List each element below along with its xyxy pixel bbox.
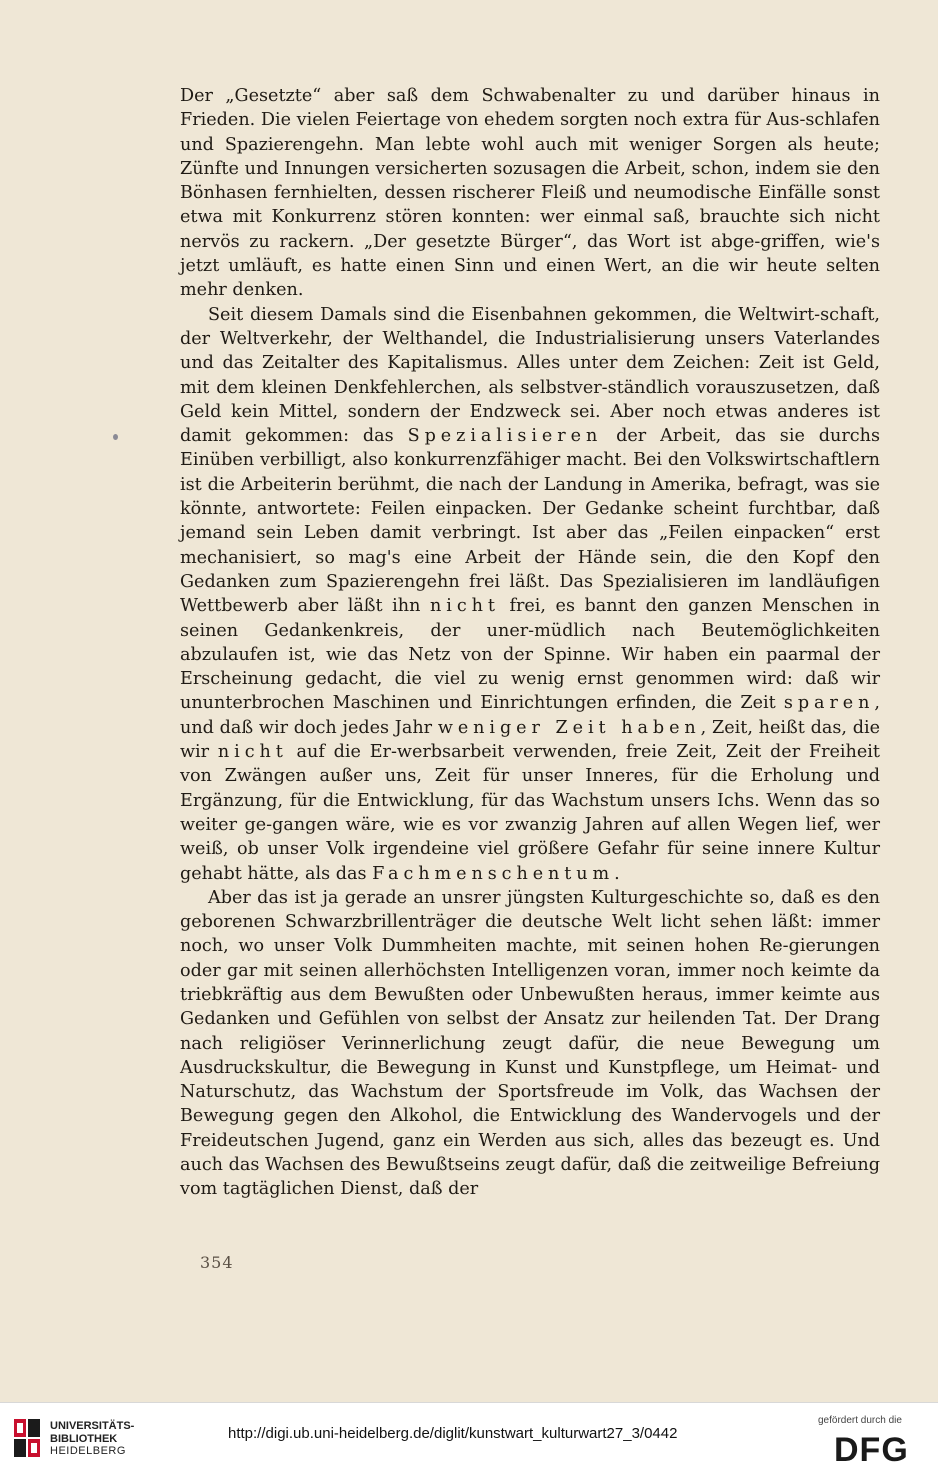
university-logo — [12, 1417, 42, 1461]
text-run: Der „Gesetzte“ aber saß dem Schwabenalter zu und darüber hinaus in Frieden. Die vielen Feiertage von ehedem sorgten noch extra für Aus-schlafen und Spazierengehn. Man lebte wohl auch mit weniger Sorgen als heute; Zünfte und Innungen versicherten sozusagen die Arbeit, schon, indem sie den Bönhasen fernhielten, dessen rischerer Fleiß und neumodische Einfälle sonst etwa mit Konkurrenz stören konnten: wer einmal saß, brauchte sich nicht nervös zu rackern. „Der gesetzte Bürger“, das Wort ist abge-griffen, wie's jetzt umläuft, es hatte einen Sinn und einen Wert, an die wir heute selten mehr denken. — [180, 86, 880, 301]
university-name-line-2: BIBLIOTHEK — [50, 1432, 118, 1445]
text-run: frei, es bannt den ganzen Menschen in seinen Gedankenkreis, der uner-müdlich nach Beutemöglichkeiten abzulaufen ist, wie das Netz von der Spinne. Wir haben ein paarmal der Erscheinung gedacht, die viel zu wenig ernst genommen wird: daß wir ununterbrochen Maschinen und Einrichtungen erfinden, die Zeit — [180, 596, 880, 714]
university-name-line-1: UNIVERSITÄTS- — [50, 1420, 135, 1432]
dfg-logo-text: DFG — [834, 1431, 909, 1465]
emphasized-text: weniger Zeit haben — [437, 717, 701, 738]
paragraph — [180, 84, 880, 303]
text-run: Aber das ist ja gerade an unsrer jüngsten Kulturgeschichte so, daß es den geborenen Schwarzbrillenträger die deutsche Welt licht sehen läßt: immer noch, wo unser Volk Dummheiten machte, mit seinen hohen Re-gierungen oder gar mit seinen allerhöchsten Intelligenzen voran, immer noch keimte da triebkräftig aus dem Bewußten oder Unbewußten heraus, immer keimte aus Gedanken und Gefühlen von selbst der Ansatz zur heilenden Tat. Der Drang nach religiöser Verinnerlichung zeugt dafür, die neue Bewegung um Ausdruckskultur, die Bewegung in Kunst und Kunstpflege, um Heimat- und Naturschutz, das Wachstum der Sportsfreude im Volk, das Wachsen der Bewegung gegen den Alkohol, die Entwicklung des Wandervogels und der Freideutschen Jugend, ganz ein Werden aus sich, alles das bezeugt es. Und auch das Wachsen des Bewußtseins zeugt dafür, daß die zeitweilige Befreiung vom tagtäglichen Dienst, daß der — [180, 887, 880, 1200]
text-run: auf die Er-werbsarbeit verwenden, freie Zeit, Zeit der Freiheit von Zwängen außer uns, Zeit für unser Inneres, für die Erholung und Ergänzung, für die Entwicklung, für das Wachstum unsers Ichs. Wenn das so weiter ge-gangen wäre, wie es vor zwanzig Jahren auf allen Wegen lief, wer weiß, ob unser Volk irgendeine viel größere Gefahr für seine innere Kultur gehabt hätte, als das — [180, 742, 880, 884]
university-name-line-3: HEIDELBERG — [50, 1445, 126, 1457]
page-number: 354 — [200, 1253, 234, 1272]
text-run: , und daß wir doch jedes Jahr — [180, 693, 880, 738]
emphasized-text: Spezialisieren — [407, 426, 603, 447]
paragraph — [180, 886, 880, 1202]
footer-bar — [0, 1402, 938, 1475]
text-run: , Zeit, heißt das, die wir — [180, 717, 880, 763]
margin-mark — [113, 434, 118, 440]
body-text — [180, 84, 880, 1202]
dfg-caption: gefördert durch die — [818, 1415, 902, 1426]
emphasized-text: nicht — [217, 742, 288, 763]
emphasized-text: Fachmenschentum — [372, 863, 615, 884]
emphasized-text: sparen — [783, 693, 875, 714]
source-url-link[interactable]: http://digi.ub.uni-heidelberg.de/diglit/kunstwart_kulturwart27_3/0442 — [228, 1425, 678, 1442]
text-run: Seit diesem Damals sind die Eisenbahnen gekommen, die Weltwirt-schaft, der Weltverkehr, der Welthandel, die Industrialisierung unsers Vaterlandes und das Zeitalter des Kapitalismus. Alles unter dem Zeichen: Zeit ist Geld, mit dem kleinen Denkfehlerchen, als selbstver-ständlich vorauszusetzen, daß Geld kein Mittel, sondern der Endzweck sei. Aber noch etwas anderes ist damit gekommen: das — [180, 304, 880, 447]
emphasized-text: nicht — [430, 596, 500, 617]
dfg-logo — [832, 1431, 924, 1465]
university-name — [50, 1420, 134, 1458]
text-run: der Arbeit, das sie durchs Einüben verbilligt, also konkurrenzfähiger macht. Bei den Volkswirtschaftlern ist die Arbeiterin berühmt, die nach der Landung in Amerika, befragt, was sie könnte, antwortete: Feilen einpacken. Der Gedanke scheint furchtbar, daß jemand sein Leben damit verbringt. Ist aber das „Feilen einpacken“ erst mechanisiert, so mag's eine Arbeit der Hände sein, die den Kopf den Gedanken zum Spazierengehn frei läßt. Das Spezialisieren im landläufigen Wettbewerb aber läßt ihn — [180, 426, 881, 617]
text-run: . — [614, 863, 620, 884]
paragraph — [180, 303, 880, 886]
